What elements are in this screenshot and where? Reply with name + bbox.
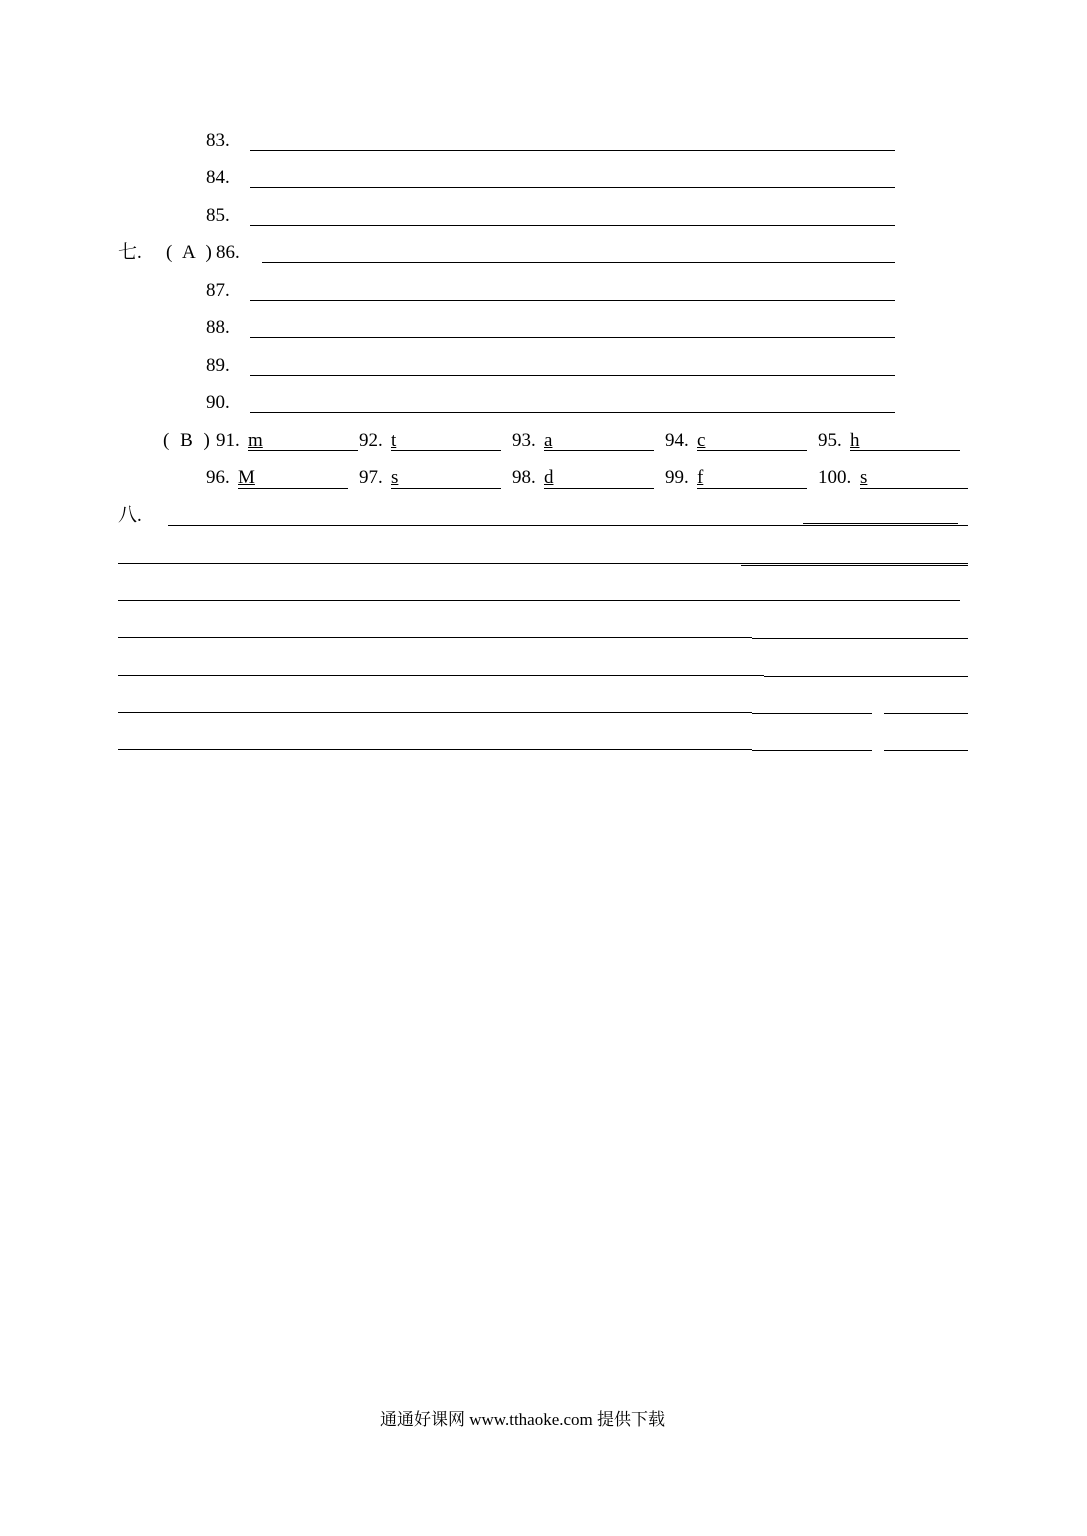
answer-line-93[interactable] (544, 450, 654, 451)
item-number-92: 92. (359, 430, 383, 451)
answer-line-84[interactable] (250, 187, 895, 188)
answer-line-99[interactable] (697, 488, 807, 489)
item-number-99: 99. (665, 467, 689, 488)
answer-line-88[interactable] (250, 337, 895, 338)
item-number-96: 96. (206, 467, 230, 488)
answer-line-87[interactable] (250, 300, 895, 301)
item-95-letter: h (850, 430, 860, 451)
answer-line-83[interactable] (250, 150, 895, 151)
item-number-90: 90. (206, 392, 230, 413)
answer-line-90[interactable] (250, 412, 895, 413)
item-91-letter: m (248, 430, 263, 451)
answer-line-85[interactable] (250, 225, 895, 226)
item-number-93: 93. (512, 430, 536, 451)
item-number-88: 88. (206, 317, 230, 338)
item-number-89: 89. (206, 355, 230, 376)
section-7-label: 七. (118, 242, 142, 263)
item-96-letter: M (238, 467, 255, 488)
writing-line-7[interactable] (118, 749, 752, 750)
writing-line-7-extra-a (752, 750, 872, 751)
item-number-83: 83. (206, 130, 230, 151)
answer-line-86[interactable] (262, 262, 895, 263)
section-7-part-b-label: ( B ) (163, 430, 213, 451)
item-number-95: 95. (818, 430, 842, 451)
item-number-87: 87. (206, 280, 230, 301)
writing-line-2-extra (741, 565, 968, 566)
writing-line-4[interactable] (118, 637, 752, 638)
item-94-letter: c (697, 430, 706, 451)
item-99-letter: f (697, 467, 704, 488)
item-97-letter: s (391, 467, 399, 488)
writing-line-6-extra-a (752, 713, 872, 714)
footer-download-credit: 通通好课网 www.tthaoke.com 提供下载 (380, 1410, 666, 1429)
writing-line-1-extra (803, 523, 958, 524)
item-number-84: 84. (206, 167, 230, 188)
item-number-85: 85. (206, 205, 230, 226)
section-8-label: 八. (118, 505, 142, 526)
answer-line-91[interactable] (248, 450, 358, 451)
item-92-letter: t (391, 430, 397, 451)
item-93-letter: a (544, 430, 553, 451)
item-number-98: 98. (512, 467, 536, 488)
answer-line-94[interactable] (697, 450, 807, 451)
item-98-letter: d (544, 467, 554, 488)
writing-line-3[interactable] (118, 600, 960, 601)
answer-line-96[interactable] (238, 488, 348, 489)
writing-line-5[interactable] (118, 675, 764, 676)
writing-line-7-extra-b (884, 750, 968, 751)
answer-line-95[interactable] (850, 450, 960, 451)
item-number-91: 91. (216, 430, 240, 451)
answer-line-100[interactable] (860, 488, 968, 489)
writing-line-2[interactable] (118, 563, 968, 564)
writing-line-5-extra (764, 676, 968, 677)
section-7-part-a-label: ( A ) (166, 242, 215, 263)
writing-line-6-extra-b (884, 713, 968, 714)
item-number-100: 100. (818, 467, 852, 488)
item-number-94: 94. (665, 430, 689, 451)
writing-line-4-extra (752, 638, 968, 639)
answer-line-98[interactable] (544, 488, 654, 489)
writing-line-6[interactable] (118, 712, 752, 713)
answer-line-92[interactable] (391, 450, 501, 451)
item-100-letter: s (860, 467, 868, 488)
item-number-97: 97. (359, 467, 383, 488)
answer-line-89[interactable] (250, 375, 895, 376)
item-number-86: 86. (216, 242, 240, 263)
writing-line-1[interactable] (168, 525, 968, 526)
answer-line-97[interactable] (391, 488, 501, 489)
